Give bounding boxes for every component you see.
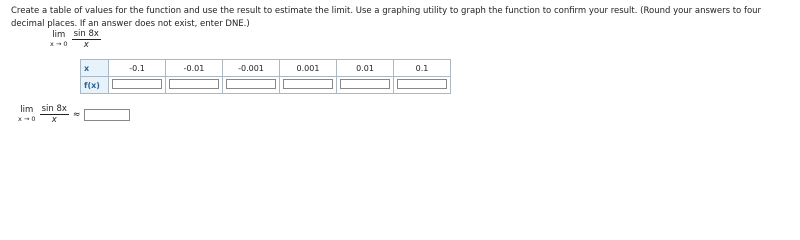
fx-cell bbox=[109, 77, 166, 94]
x-header: x bbox=[81, 60, 109, 77]
fx-header: f(x) bbox=[81, 77, 109, 94]
lim-operator bbox=[50, 31, 68, 48]
fx-input[interactable] bbox=[283, 79, 333, 89]
x-value-cell: 0.01 bbox=[337, 60, 394, 77]
table-row-fx bbox=[81, 77, 451, 94]
values-table bbox=[80, 59, 451, 94]
fx-input[interactable] bbox=[340, 79, 390, 89]
fx-cell bbox=[280, 77, 337, 94]
lim-word: lim bbox=[20, 105, 34, 115]
limit-answer-input[interactable] bbox=[84, 109, 130, 121]
x-value-cell: -0.1 bbox=[109, 60, 166, 77]
x-value-cell: 0.001 bbox=[280, 60, 337, 77]
table-row-x bbox=[81, 60, 451, 77]
instructions: Create a table of values for the function and use the result to estimate the limit. Use a graphing utility to graph the function to confirm your result. (Round your answers to four decimal places. If an answer does not exist, enter DNE.) bbox=[11, 6, 762, 29]
denominator: x bbox=[51, 115, 57, 125]
fx-cell bbox=[337, 77, 394, 94]
fx-input[interactable] bbox=[226, 79, 276, 89]
fx-input[interactable] bbox=[169, 79, 219, 89]
approx-symbol: ≈ bbox=[72, 109, 81, 120]
lim-word: lim bbox=[52, 30, 66, 40]
lim-subscript: x → 0 bbox=[50, 40, 68, 48]
fraction bbox=[40, 104, 69, 125]
denominator: x bbox=[83, 40, 89, 50]
lim-subscript: x → 0 bbox=[18, 115, 36, 123]
fx-input[interactable] bbox=[397, 79, 447, 89]
x-value-cell: 0.1 bbox=[394, 60, 451, 77]
fx-cell bbox=[166, 77, 223, 94]
fraction bbox=[72, 29, 101, 50]
numerator: sin 8x bbox=[73, 29, 99, 39]
numerator: sin 8x bbox=[41, 104, 67, 114]
fx-cell bbox=[394, 77, 451, 94]
fx-input[interactable] bbox=[112, 79, 162, 89]
x-value-cell: -0.01 bbox=[166, 60, 223, 77]
limit-expression-top bbox=[50, 29, 101, 50]
limit-expression-bottom bbox=[18, 104, 130, 125]
lim-operator bbox=[18, 106, 36, 123]
fx-cell bbox=[223, 77, 280, 94]
x-value-cell: -0.001 bbox=[223, 60, 280, 77]
